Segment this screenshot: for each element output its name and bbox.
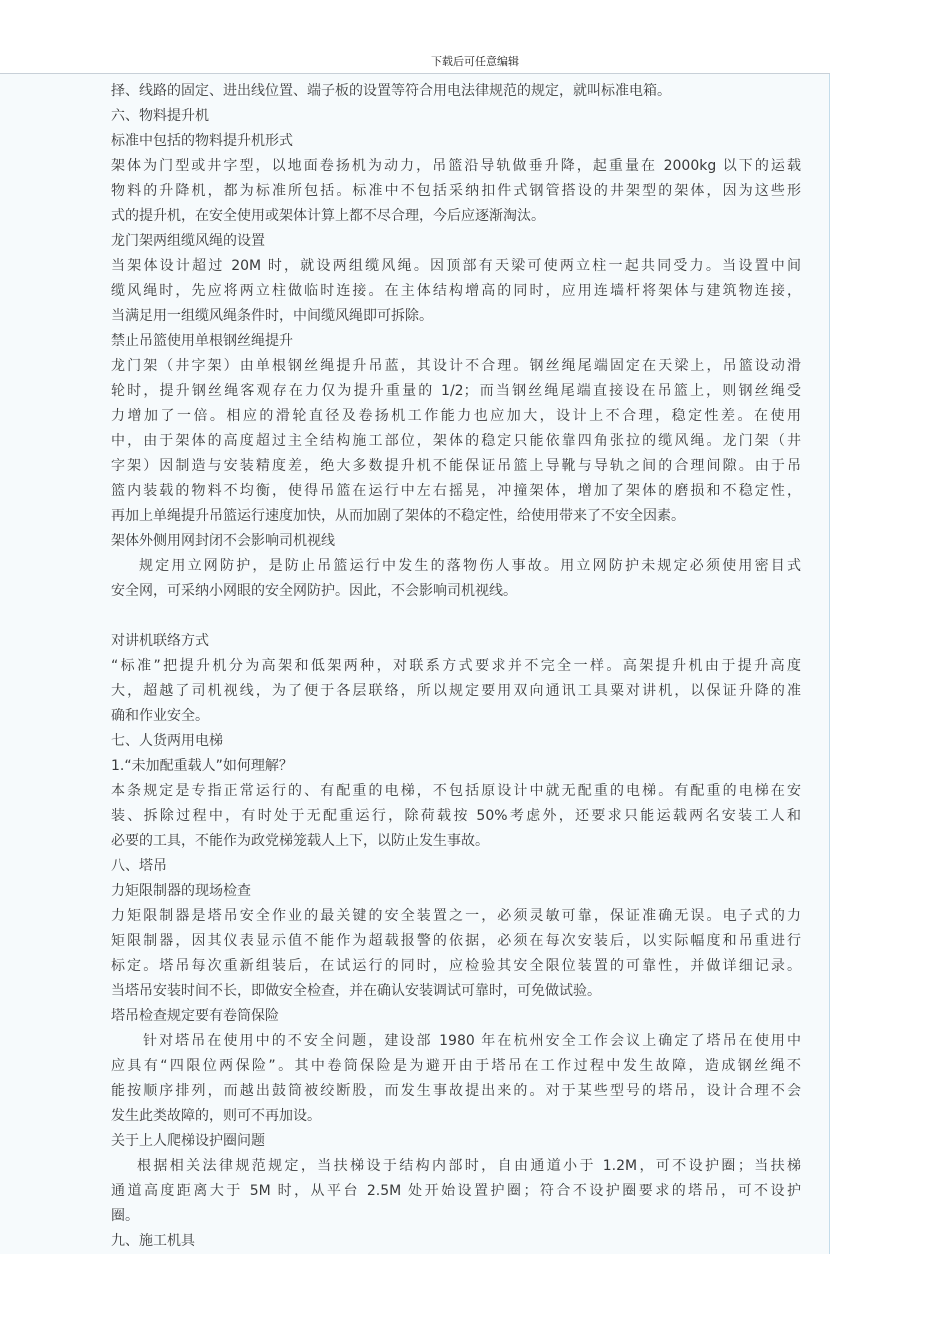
blank-line bbox=[111, 604, 801, 629]
text-line: 力增加了一倍。相应的滑轮直径及卷扬机工作能力也应加大，设计上不合理，稳定性差。在使用 bbox=[111, 408, 801, 424]
text-line: “标准”把提升机分为高架和低架两种，对联系方式要求并不完全一样。高架提升机由于提升高度 bbox=[111, 658, 801, 674]
text-line: 六、物料提升机 bbox=[111, 108, 209, 124]
text-line: 九、施工机具 bbox=[111, 1233, 195, 1249]
text-line: 轮时，提升钢丝绳客观存在力仅为提升重量的 1/2；而当钢丝绳尾端直接设在吊篮上，则钢丝绳受 bbox=[111, 383, 801, 399]
document-body bbox=[111, 79, 801, 1254]
text-line: 架体外侧用网封闭不会影响司机视线 bbox=[111, 533, 335, 549]
text-line: 龙门架两组缆风绳的设置 bbox=[111, 233, 265, 249]
text-line: 确和作业安全。 bbox=[111, 708, 209, 724]
text-line: 规定用立网防护，是防止吊篮运行中发生的落物伤人事故。用立网防护未规定必须使用密目式 bbox=[139, 558, 801, 574]
text-line: 龙门架（井字架）由单根钢丝绳提升吊蓝，其设计不合理。钢丝绳尾端固定在天梁上，吊篮设动滑 bbox=[111, 358, 801, 374]
text-line: 标定。塔吊每次重新组装后，在试运行的同时，应检验其安全限位装置的可靠性，并做详细记录。 bbox=[111, 958, 801, 974]
text-line: 再加上单绳提升吊篮运行速度加快，从而加剧了架体的不稳定性，给使用带来了不安全因素。 bbox=[111, 508, 685, 524]
text-line: 本条规定是专指正常运行的、有配重的电梯，不包括原设计中就无配重的电梯。有配重的电梯在安 bbox=[111, 783, 801, 799]
text-line: 标准中包括的物料提升机形式 bbox=[111, 133, 293, 149]
text-line: 矩限制器，因其仪表显示值不能作为超载报警的依据，必须在每次安装后，以实际幅度和吊重进行 bbox=[111, 933, 801, 949]
text-line: 择、线路的固定、进出线位置、端子板的设置等符合用电法律规范的规定，就叫标准电箱。 bbox=[111, 83, 671, 99]
text-line: 塔吊检查规定要有卷筒保险 bbox=[111, 1008, 279, 1024]
text-line: 七、人货两用电梯 bbox=[111, 733, 223, 749]
text-line: 篮内装载的物料不均衡，使得吊篮在运行中左右摇晃，冲撞架体，增加了架体的磨损和不稳定性， bbox=[111, 483, 801, 499]
text-line: 对讲机联络方式 bbox=[111, 633, 209, 649]
text-line: 能按顺序排列，而越出鼓筒被绞断股，而发生事故提出来的。对于某些型号的塔吊，设计合理不会 bbox=[111, 1083, 801, 1099]
text-line: 式的提升机，在安全使用或架体计算上都不尽合理，今后应逐渐淘汰。 bbox=[111, 208, 545, 224]
text-line: 物料的升降机，都为标准所包括。标准中不包括采纳扣件式钢管搭设的井架型的架体，因为这些形 bbox=[111, 183, 801, 199]
text-line: 八、塔吊 bbox=[111, 858, 167, 874]
text-line: 力矩限制器是塔吊安全作业的最关键的安全装置之一，必须灵敏可靠，保证准确无误。电子式的力 bbox=[111, 908, 801, 924]
text-line: 禁止吊篮使用单根钢丝绳提升 bbox=[111, 333, 293, 349]
text-line: 必要的工具，不能作为政党梯笼载人上下，以防止发生事故。 bbox=[111, 833, 489, 849]
text-line: 当满足用一组缆风绳条件时，中间缆风绳即可拆除。 bbox=[111, 308, 433, 324]
text-line: 当塔吊安装时间不长，即做安全检查，并在确认安装调试可靠时，可免做试验。 bbox=[111, 983, 601, 999]
text-line: 架体为门型或井字型，以地面卷扬机为动力，吊篮沿导轨做垂升降，起重量在 2000kg 以下的运载 bbox=[111, 158, 801, 174]
text-line: 圈。 bbox=[111, 1208, 139, 1224]
text-line: 力矩限制器的现场检查 bbox=[111, 883, 251, 899]
text-line: 安全网，可采纳小网眼的安全网防护。因此，不会影响司机视线。 bbox=[111, 583, 517, 599]
text-line: 大，超越了司机视线，为了便于各层联络，所以规定要用双向通讯工具粟对讲机，以保证升降的准 bbox=[111, 683, 801, 699]
text-line: 关于上人爬梯设护圈问题 bbox=[111, 1133, 265, 1149]
text-line: 1.“未加配重载人”如何理解？ bbox=[111, 758, 293, 774]
text-line: 针对塔吊在使用中的不安全问题，建设部 1980 年在杭州安全工作会议上确定了塔吊在使用中 bbox=[143, 1033, 801, 1049]
page-header: 下载后可任意编辑 bbox=[431, 55, 519, 68]
text-line: 装、拆除过程中，有时处于无配重运行，除荷载按 50%考虑外，还要求只能运载两名安装工人和 bbox=[111, 808, 801, 824]
text-line: 根据相关法律规范规定，当扶梯设于结构内部时，自由通道小于 1.2M，可不设护圈；当扶梯 bbox=[137, 1158, 801, 1174]
text-line: 缆风绳时，先应将两立柱做临时连接。在主体结构增高的同时，应用连墙杆将架体与建筑物连接， bbox=[111, 283, 801, 299]
text-line: 通道高度距离大于 5M 时，从平台 2.5M 处开始设置护圈；符合不设护圈要求的塔吊，可不设护 bbox=[111, 1183, 801, 1199]
text-line: 应具有“四限位两保险”。其中卷筒保险是为避开由于塔吊在工作过程中发生故障，造成钢丝绳不 bbox=[111, 1058, 801, 1074]
text-line: 中，由于架体的高度超过主全结构施工部位，架体的稳定只能依靠四角张拉的缆风绳。龙门架（井 bbox=[111, 433, 801, 449]
text-line: 发生此类故障的，则可不再加设。 bbox=[111, 1108, 321, 1124]
text-line: 当架体设计超过 20M 时，就设两组缆风绳。因顶部有天梁可使两立柱一起共同受力。当设置中间 bbox=[111, 258, 801, 274]
text-line: 字架）因制造与安装精度差，绝大多数提升机不能保证吊篮上导靴与导轨之间的合理间隙。由于吊 bbox=[111, 458, 801, 474]
